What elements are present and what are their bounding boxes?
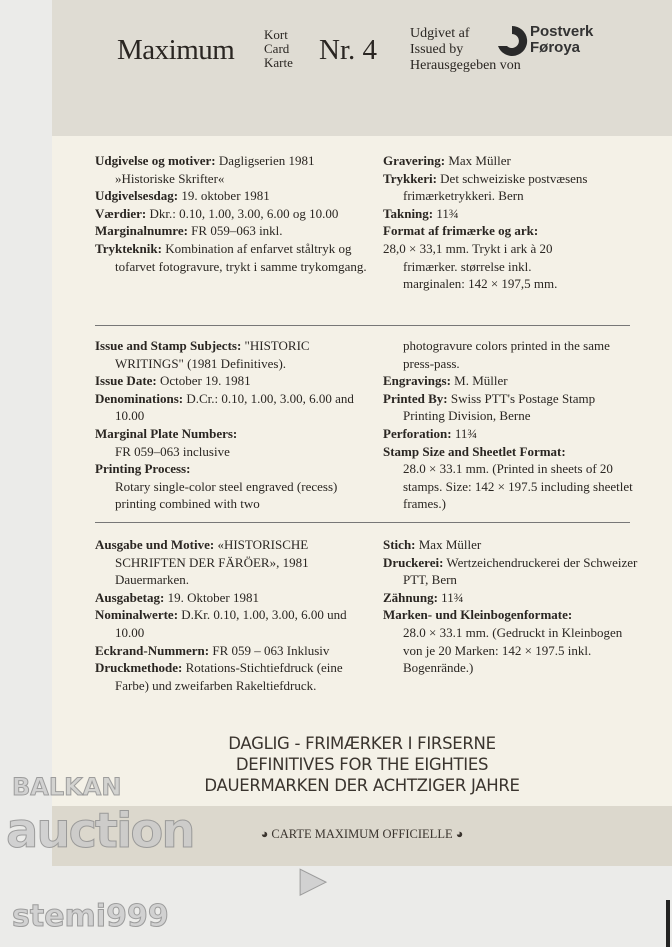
field	[95, 152, 370, 187]
field	[383, 170, 633, 205]
field	[383, 390, 638, 425]
divider	[95, 522, 630, 523]
field	[383, 536, 643, 554]
field-value: M. Müller	[454, 373, 508, 389]
issued-da: Udgivet af	[410, 26, 470, 41]
label-kort: Kort	[264, 27, 288, 42]
field-continued: photogravure colors printed in the same press-pass.	[403, 338, 610, 371]
card-header	[52, 0, 672, 136]
publisher-name	[530, 24, 593, 56]
issued-de: Herausgegeben von	[410, 58, 521, 73]
field	[383, 152, 633, 170]
field-label: Issue Date:	[95, 373, 157, 389]
field	[95, 642, 370, 660]
field-value: FR 059 – 063 Inklusiv	[212, 642, 330, 658]
field-value: 28.0 × 33.1 mm. (Gedruckt in Kleinbogen von je 20 Marken: 142 × 197.5 inkl. Bogenrände.)	[403, 624, 623, 676]
field-value: Max Müller	[448, 153, 511, 168]
field	[383, 222, 633, 292]
field-label: Druckmethode:	[95, 660, 183, 676]
field-value: 19. Oktober 1981	[167, 589, 259, 605]
field	[95, 222, 370, 240]
field	[383, 606, 643, 676]
field	[383, 443, 638, 513]
logo-icon: ◕	[260, 827, 269, 841]
field-label: Printing Process:	[95, 461, 191, 477]
field-value: 19. oktober 1981	[181, 188, 270, 204]
publisher-line2: Føroya	[530, 39, 581, 56]
field-label: Ausgabe und Motive:	[95, 537, 215, 552]
label-karte: Karte	[264, 55, 293, 70]
field-value: «HISTORISCHE SCHRIFTEN DER FÄRÖER», 1981 Dauermarken.	[115, 537, 309, 588]
field-value: Wertzeichendruckerei der Schweizer PTT, Bern	[403, 554, 638, 588]
field-label: Druckerei:	[383, 554, 444, 570]
watermark-play-icon: ▶	[300, 860, 327, 900]
field-value: 11¾	[454, 425, 478, 441]
label-card: Card	[264, 41, 290, 56]
field-label: Ausgabetag:	[95, 589, 165, 605]
field-value: October 19. 1981	[160, 373, 251, 389]
field-value: Swiss PTT's Postage Stamp Printing Division, Berne	[403, 390, 596, 424]
card-title: Maximum	[117, 34, 235, 66]
field	[95, 187, 370, 205]
field-label: Marginalnumre:	[95, 223, 188, 239]
field	[95, 606, 370, 641]
field	[383, 372, 638, 390]
field-label: Format af frimærke og ark:	[383, 223, 539, 239]
field	[95, 536, 370, 589]
field-value: Det schweiziske postvæsens frimærketrykkeri. Bern	[403, 170, 588, 204]
field	[95, 460, 370, 513]
field	[95, 659, 370, 694]
danish-right	[383, 152, 633, 293]
field	[95, 589, 370, 607]
series-line-de: DAUERMARKEN DER ACHTZIGER JAHRE	[204, 776, 520, 795]
field	[383, 205, 633, 223]
field	[383, 589, 643, 607]
field-label: Perforation:	[383, 425, 452, 441]
field-value: Dagligserien 1981 »Historiske Skrifter«	[115, 153, 315, 186]
danish-left	[95, 152, 370, 275]
field-value: FR 059–063 inkl.	[191, 223, 283, 239]
english-right	[383, 337, 638, 513]
field-label: Trykteknik:	[95, 240, 162, 256]
field-label: Stamp Size and Sheetlet Format:	[383, 443, 566, 459]
field-label: Gravering:	[383, 153, 446, 168]
field-value: 11¾	[441, 589, 464, 605]
publisher-line1: Postverk	[530, 23, 594, 40]
field-value: Rotations-Stichtiefdruck (eine Farbe) und zweifarben Rakeltiefdruck.	[115, 660, 343, 693]
field-label: Zähnung:	[383, 589, 438, 605]
footer-text: CARTE MAXIMUM OFFICIELLE	[271, 827, 453, 841]
field-label: Printed By:	[383, 390, 448, 406]
series-title	[52, 733, 672, 796]
field-label: Marginal Plate Numbers:	[95, 425, 238, 441]
watermark-line3: stemi999	[12, 899, 169, 934]
field-value: Dkr.: 0.10, 1.00, 3.00, 6.00 og 10.00	[149, 205, 339, 221]
field	[383, 425, 638, 443]
field-label: Takning:	[383, 205, 434, 221]
field-value: 28.0 × 33.1 mm. (Printed in sheets of 20 stamps. Size: 142 × 197.5 including sheetlet frames.)	[403, 461, 633, 512]
field-label: Denominations:	[95, 390, 184, 406]
watermark-line2: auction	[6, 803, 194, 859]
field	[95, 372, 370, 390]
field-value: "HISTORIC WRITINGS" (1981 Definitives).	[115, 338, 310, 371]
card-type-labels	[264, 28, 293, 70]
field-label: Trykkeri:	[383, 170, 437, 186]
field-label: Engravings:	[383, 373, 451, 389]
field-value: Rotary single-color steel engraved (recess) printing combined with two	[115, 478, 338, 512]
field-label: Marken- und Kleinbogenformate:	[383, 607, 573, 623]
series-line-da: DAGLIG - FRIMÆRKER I FIRSERNE	[228, 734, 496, 753]
field-label: Stich:	[383, 537, 416, 552]
field-label: Udgivelsesdag:	[95, 188, 179, 204]
field-label: Udgivelse og motiver:	[95, 153, 216, 168]
field	[383, 554, 643, 589]
field-label: Nominalwerte:	[95, 607, 179, 623]
postverk-logo-icon	[495, 24, 529, 58]
german-left	[95, 536, 370, 694]
german-right	[383, 536, 643, 677]
field-label: Issue and Stamp Subjects:	[95, 338, 242, 353]
series-line-en: DEFINITIVES FOR THE EIGHTIES	[235, 755, 489, 774]
watermark-line1: BALKAN	[12, 773, 122, 801]
field	[95, 240, 370, 275]
field-value: FR 059–063 inclusive	[115, 443, 230, 459]
field	[95, 390, 370, 425]
field-label: Eckrand-Nummern:	[95, 642, 210, 658]
field	[95, 205, 370, 223]
card-number: Nr. 4	[319, 34, 377, 66]
field-value: D.Cr.: 0.10, 1.00, 3.00, 6.00 and 10.00	[115, 390, 354, 424]
field	[95, 425, 370, 460]
field-value: 28,0 × 33,1 mm. Trykt i ark à 20 frimærker. størrelse inkl. marginalen: 142 × 197,5 mm.	[383, 240, 558, 292]
logo-icon: ◕	[455, 827, 464, 841]
divider	[95, 325, 630, 326]
issued-en: Issued by	[410, 42, 464, 57]
english-left	[95, 337, 370, 513]
field-value: D.Kr. 0.10, 1.00, 3.00, 6.00 und 10.00	[115, 607, 347, 640]
field-value: Kombination af enfarvet ståltryk og tofarvet fotogravure, trykt i samme trykomgang.	[115, 240, 367, 274]
field-value: Max Müller	[418, 537, 482, 552]
field	[95, 337, 370, 372]
field-value: 11¾	[436, 205, 459, 221]
card-edge	[666, 900, 670, 947]
field-label: Værdier:	[95, 205, 147, 221]
